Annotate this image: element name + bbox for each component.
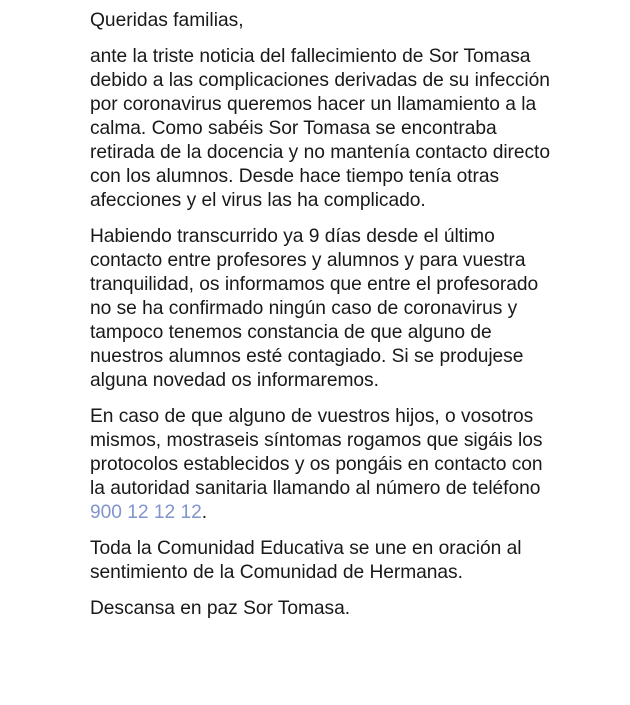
letter-salutation: Queridas familias, <box>90 10 244 31</box>
paragraph-prayer: Toda la Comunidad Educativa se une en oración al sentimiento de la Comunidad de Hermanas. <box>90 538 522 583</box>
phone-number-link[interactable]: 900 12 12 12 <box>90 502 202 523</box>
letter-body <box>90 9 552 621</box>
paragraph-status: Habiendo transcurrido ya 9 días desde el último contacto entre profesores y alumnos y para vuestra tranquilidad, os informamos que entre el profesorado no se ha confirmado ningún caso de coronavirus y tampoco tenemos constancia de que alguno de nuestros alumnos esté contagiado. Si se produjese alguna novedad os informaremos. <box>90 226 539 391</box>
instructions-text-before-phone: En caso de que alguno de vuestros hijos, o vosotros mismos, mostraseis síntomas rogamos que sigáis los protocolos establecidos y os pongáis en contacto con la autoridad sanitaria llamando al número de teléfono <box>90 406 543 499</box>
paragraph-condolence: ante la triste noticia del fallecimiento de Sor Tomasa debido a las complicaciones derivadas de su infección por coronavirus queremos hacer un llamamiento a la calma. Como sabéis Sor Tomasa se encontraba retirada de la docencia y no mantenía contacto directo con los alumnos. Desde hace tiempo tenía otras afecciones y el virus las ha complicado. <box>90 46 550 211</box>
paragraph-farewell: Descansa en paz Sor Tomasa. <box>90 598 351 619</box>
instructions-text-after-phone: . <box>201 502 208 523</box>
paragraph-instructions <box>90 405 552 525</box>
